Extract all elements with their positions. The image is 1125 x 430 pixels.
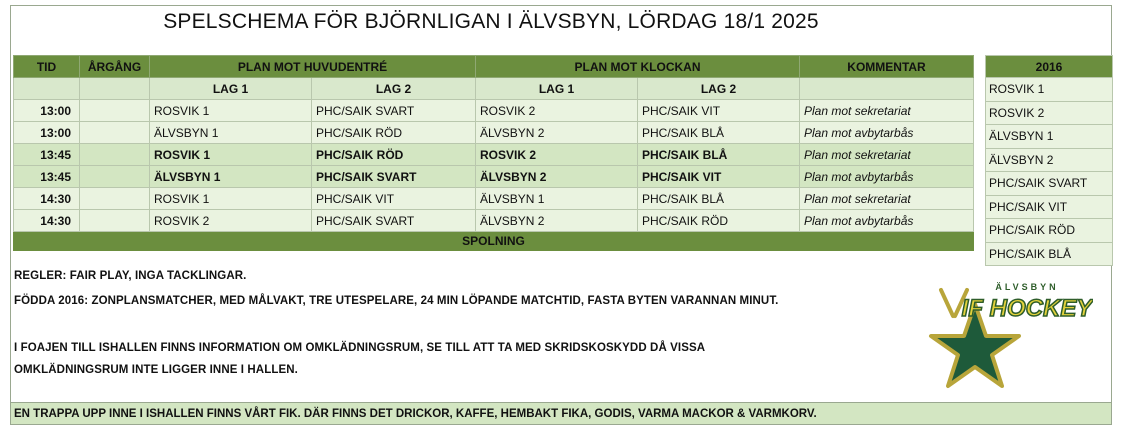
team-list-item: ÄLVSBYN 2 xyxy=(986,148,1113,172)
table-row xyxy=(14,166,974,188)
info-note-line1: I FOAJEN TILL ISHALLEN FINNS INFORMATION OM OMKLÄDNINGSRUM, SE TILL ATT TA MED SKRIDSKOSKYDD DÅ VISSA xyxy=(14,342,706,354)
header-kommentar: KOMMENTAR xyxy=(800,56,974,78)
fodda-note: FÖDDA 2016: ZONPLANSMATCHER, MED MÅLVAKT, TRE UTESPELARE, 24 MIN LÖPANDE MATCHTID, FASTA BYTEN VARANNAN MINUT. xyxy=(14,295,779,307)
cell-p2-lag1: ROSVIK 2 xyxy=(476,144,638,166)
cell-argang xyxy=(80,166,150,188)
cell-tid: 14:30 xyxy=(14,210,80,232)
cell-kommentar: Plan mot avbytarbås xyxy=(800,166,974,188)
cell-p2-lag2: PHC/SAIK BLÅ xyxy=(638,144,800,166)
info-note-line2: OMKLÄDNINGSRUM INTE LIGGER INNE I HALLEN. xyxy=(14,364,298,376)
spolning-label: SPOLNING xyxy=(14,232,974,251)
table-row xyxy=(14,122,974,144)
cell-p2-lag1: ÄLVSBYN 1 xyxy=(476,188,638,210)
cell-p1-lag2: PHC/SAIK SVART xyxy=(312,166,476,188)
cell-argang xyxy=(80,122,150,144)
cell-tid: 13:45 xyxy=(14,144,80,166)
table-row xyxy=(14,100,974,122)
cell-argang xyxy=(80,188,150,210)
subheader-lag1: LAG 1 xyxy=(150,78,312,100)
team-list-header: 2016 xyxy=(986,56,1113,78)
cell-p2-lag2: PHC/SAIK RÖD xyxy=(638,210,800,232)
cell-p1-lag1: ÄLVSBYN 1 xyxy=(150,122,312,144)
table-header-row xyxy=(14,56,974,78)
cell-p1-lag1: ROSVIK 1 xyxy=(150,100,312,122)
cell-tid: 14:30 xyxy=(14,188,80,210)
rules-note: REGLER: FAIR PLAY, INGA TACKLINGAR. xyxy=(14,270,247,282)
cell-p1-lag1: ROSVIK 1 xyxy=(150,188,312,210)
cell-kommentar: Plan mot avbytarbås xyxy=(800,122,974,144)
cell-p2-lag1: ÄLVSBYN 2 xyxy=(476,210,638,232)
cell-p2-lag1: ÄLVSBYN 2 xyxy=(476,122,638,144)
logo-top-text: ÄLVSBYN xyxy=(995,282,1059,292)
subheader-lag1: LAG 1 xyxy=(476,78,638,100)
if-hockey-logo xyxy=(923,268,1093,390)
header-argang: ÅRGÅNG xyxy=(80,56,150,78)
cell-argang xyxy=(80,144,150,166)
cell-p2-lag2: PHC/SAIK VIT xyxy=(638,100,800,122)
subheader-lag2: LAG 2 xyxy=(312,78,476,100)
table-row xyxy=(14,144,974,166)
cell-p2-lag2: PHC/SAIK BLÅ xyxy=(638,122,800,144)
team-list-item: ROSVIK 1 xyxy=(986,78,1113,102)
header-plan-huvudentre: PLAN MOT HUVUDENTRÉ xyxy=(150,56,476,78)
cell-p2-lag1: ÄLVSBYN 2 xyxy=(476,166,638,188)
cell-p1-lag1: ROSVIK 1 xyxy=(150,144,312,166)
cell-p1-lag2: PHC/SAIK RÖD xyxy=(312,144,476,166)
cell-kommentar: Plan mot avbytarbås xyxy=(800,210,974,232)
team-list-item: PHC/SAIK BLÅ xyxy=(986,242,1113,266)
cell-p2-lag1: ROSVIK 2 xyxy=(476,100,638,122)
cell-kommentar: Plan mot sekretariat xyxy=(800,100,974,122)
cell-p1-lag2: PHC/SAIK SVART xyxy=(312,100,476,122)
cell-p1-lag2: PHC/SAIK RÖD xyxy=(312,122,476,144)
cell-p1-lag1: ÄLVSBYN 1 xyxy=(150,166,312,188)
cell-p1-lag2: PHC/SAIK VIT xyxy=(312,188,476,210)
footer-note: EN TRAPPA UPP INNE I ISHALLEN FINNS VÅRT FIK. DÄR FINNS DET DRICKOR, KAFFE, HEMBAKT FIKA, GODIS, VARMA MACKOR & VARMKORV. xyxy=(11,402,1111,424)
page-title: SPELSCHEMA FÖR BJÖRNLIGAN I ÄLVSBYN, LÖRDAG 18/1 2025 xyxy=(163,10,819,33)
cell-kommentar: Plan mot sekretariat xyxy=(800,144,974,166)
table-subheader-row xyxy=(14,78,974,100)
header-plan-klockan: PLAN MOT KLOCKAN xyxy=(476,56,800,78)
cell-tid: 13:00 xyxy=(14,122,80,144)
cell-tid: 13:00 xyxy=(14,100,80,122)
team-list-item: PHC/SAIK VIT xyxy=(986,195,1113,219)
team-list-item: ÄLVSBYN 1 xyxy=(986,125,1113,149)
header-tid: TID xyxy=(14,56,80,78)
table-row xyxy=(14,188,974,210)
cell-kommentar: Plan mot sekretariat xyxy=(800,188,974,210)
subheader-lag2: LAG 2 xyxy=(638,78,800,100)
subheader-empty xyxy=(800,78,974,100)
team-list-item: PHC/SAIK RÖD xyxy=(986,219,1113,243)
subheader-empty xyxy=(14,78,80,100)
team-list-item: ROSVIK 2 xyxy=(986,101,1113,125)
team-list-2016 xyxy=(985,55,1113,266)
cell-tid: 13:45 xyxy=(14,166,80,188)
spolning-row xyxy=(14,232,974,251)
schedule-sheet xyxy=(10,5,1112,425)
cell-p2-lag2: PHC/SAIK BLÅ xyxy=(638,188,800,210)
subheader-empty xyxy=(80,78,150,100)
table-row xyxy=(14,210,974,232)
cell-p1-lag1: ROSVIK 2 xyxy=(150,210,312,232)
schedule-table xyxy=(13,55,974,251)
cell-p1-lag2: PHC/SAIK SVART xyxy=(312,210,476,232)
logo-main-text: IF HOCKEY xyxy=(961,295,1093,322)
cell-p2-lag2: PHC/SAIK VIT xyxy=(638,166,800,188)
team-list-item: PHC/SAIK SVART xyxy=(986,172,1113,196)
cell-argang xyxy=(80,210,150,232)
cell-argang xyxy=(80,100,150,122)
